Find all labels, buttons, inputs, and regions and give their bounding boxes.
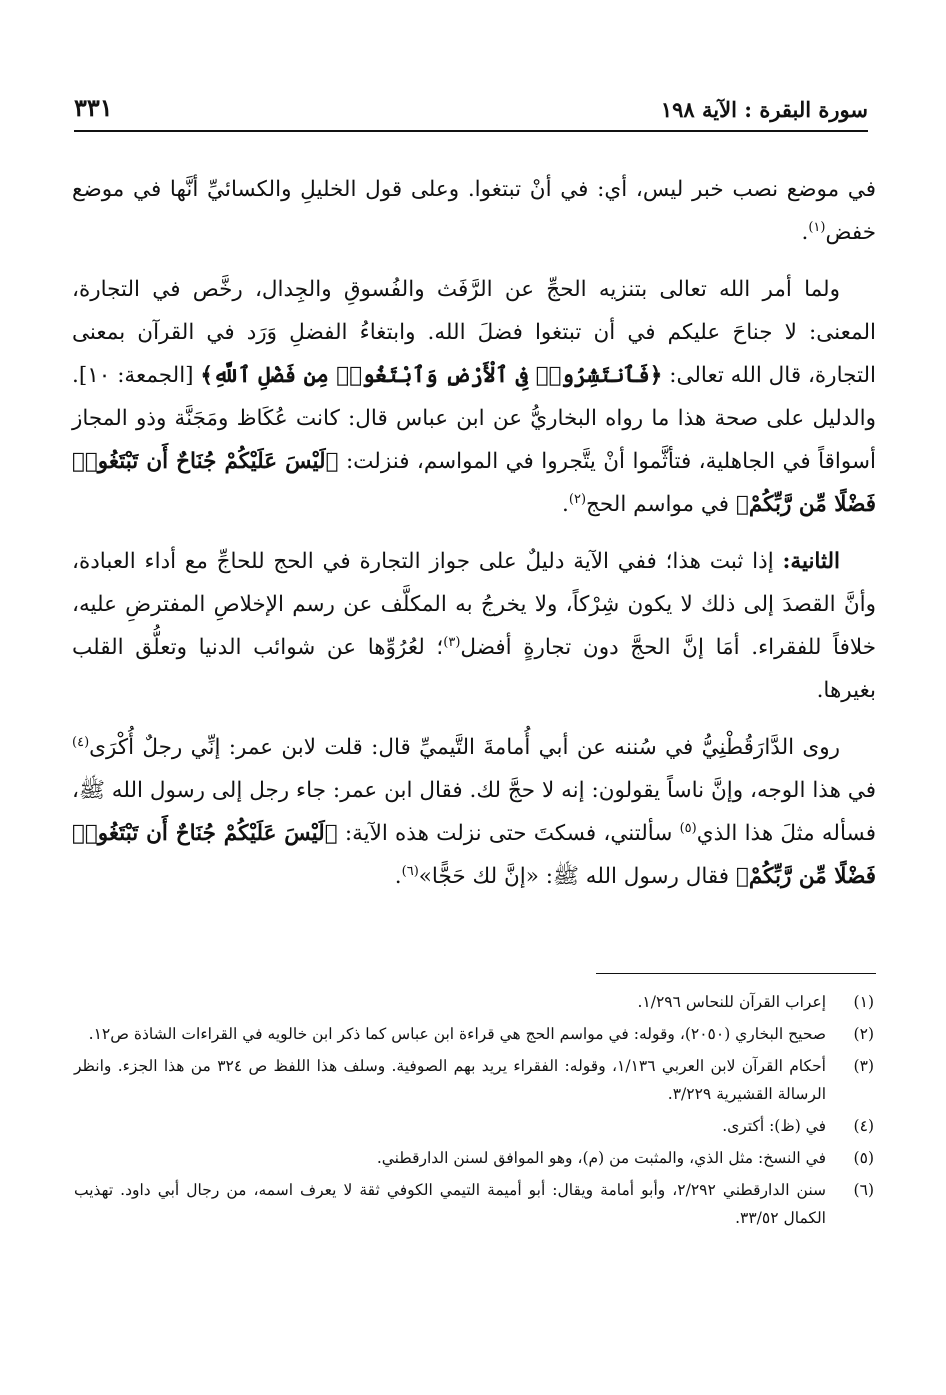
paragraph-text: [الجمعة: ١٠]. والدليل على صحة هذا ما رواه البخاريُّ عن ابن عباس قال: كانت عُكَاظ ومَجَنَّة وذو المجاز أسواقاً في الجاهلية، فتأثَّموا أنْ يتَّجروا في المواسم، فنزلت: bbox=[72, 363, 876, 474]
footnote-ref[interactable]: (٤) bbox=[72, 734, 90, 750]
footnote-number: (٢) bbox=[853, 1025, 874, 1043]
footnote-number: (٤) bbox=[853, 1117, 874, 1135]
footnote-item bbox=[74, 1112, 874, 1140]
footnote-ref[interactable]: (١) bbox=[808, 219, 826, 235]
footnote-text: في النسخ: مثل الذي، والمثبت من (م)، وهو الموافق لسنن الدارقطني. bbox=[376, 1149, 826, 1167]
footnote-number: (٥) bbox=[853, 1149, 874, 1167]
paragraph-2 bbox=[72, 268, 876, 526]
paragraph-text: سألتني، فسكتَ حتى نزلت هذه الآية: bbox=[344, 821, 673, 846]
paragraph-1 bbox=[72, 168, 876, 254]
quran-verse: ﴿لَيْسَ عَلَيْكُمْ جُنَاحٌ أَن تَبْتَغُوا۟ فَضْلًا مِّن رَّبِّكُمْ﴾ bbox=[72, 449, 876, 517]
paragraph-text: ولما أمر الله تعالى بتنزيه الحجِّ عن الرَّفَث والفُسوقِ والجِدال، رخَّص في التجارة، المعنى: لا جناحَ عليكم في أن تبتغوا فضلَ الله. وابتغاءُ الفضلِ وَرَد في القرآن بمعنى التجارة، قال الله تعالى: bbox=[72, 277, 877, 388]
footnote-ref[interactable]: (٣) bbox=[443, 634, 461, 650]
footnote-text: أحكام القرآن لابن العربي ١/١٣٦، وقوله: الفقراء يريد بهم الصوفية. وسلف هذا اللفظ ص ٣٢٤ من هذا الجزء. وانظر الرسالة القشيرية ٣/٢٢٩. bbox=[74, 1057, 826, 1103]
paragraph-text: . bbox=[394, 864, 402, 889]
footnote-ref[interactable]: (٥) bbox=[679, 820, 697, 836]
footnote-item bbox=[74, 1052, 874, 1108]
paragraph-text: روى الدَّارَقُطْنِيُّ في سُننه عن أبي أُمامةَ التَّيميِّ قال: قلت لابن عمر: إنِّي رجلٌ أُكْرَى bbox=[89, 735, 840, 760]
footnotes bbox=[74, 988, 874, 1236]
footnote-number: (٦) bbox=[853, 1181, 874, 1199]
page-number: ٣٣١ bbox=[74, 93, 113, 122]
paragraph-3 bbox=[72, 540, 876, 712]
paragraph-text: في مواسم الحج bbox=[586, 492, 730, 517]
footnote-number: (١) bbox=[853, 993, 874, 1011]
paragraph-text: في موضع نصب خبر ليس، أي: في أنْ تبتغوا. وعلى قول الخليلِ والكسائيِّ أنَّها في موضع خفض bbox=[72, 177, 876, 245]
footnote-item bbox=[74, 1144, 874, 1172]
footnote-text: صحيح البخاري (٢٠٥٠)، وقوله: في مواسم الحج هي قراءة ابن عباس كما ذكر ابن خالويه في القراءات الشاذة ص١٢. bbox=[88, 1025, 826, 1043]
paragraph-text: ؛ لعُرُوِّها عن شوائب الدنيا وتعلُّق القلب بغيرها. bbox=[72, 635, 876, 703]
paragraph-4 bbox=[72, 726, 876, 898]
footnote-number: (٣) bbox=[853, 1057, 874, 1075]
footnote-divider bbox=[596, 973, 876, 974]
paragraph-text: . bbox=[562, 492, 569, 517]
footnote-text: إعراب القرآن للنحاس ١/٢٩٦. bbox=[637, 993, 826, 1011]
main-text bbox=[72, 168, 876, 912]
paragraph-text: إذا ثبت هذا؛ ففي الآية دليلٌ على جواز التجارة في الحج للحاجِّ مع أداء العبادة، وأنَّ القصدَ إلى ذلك لا يكون شِرْكاً، ولا يخرجُ به المكلَّف عن رسم الإخلاصِ المفترضِ عليه، خلافاً للفقراء. أمَا إنَّ الحجَّ دون تجارةٍ أفضل bbox=[72, 549, 877, 660]
footnote-item bbox=[74, 1176, 874, 1232]
footnote-item bbox=[74, 988, 874, 1016]
footnote-text: في (ظ): أكترى. bbox=[722, 1117, 826, 1135]
footnote-item bbox=[74, 1020, 874, 1048]
quran-verse: ﴿فَٱنتَشِرُوا۟ فِى ٱلْأَرْضِ وَٱبْتَغُوا۟ مِن فَضْلِ ٱللَّهِ﴾ bbox=[200, 363, 663, 388]
paragraph-text: في هذا الوجه، وإنَّ ناساً يقولون: إنه لا حجَّ لك. فقال ابن عمر: جاء رجل إلى رسول الله ﷺ، فسأله مثلَ هذا الذي bbox=[72, 778, 876, 846]
page-header bbox=[74, 88, 868, 132]
quran-verse: ﴿لَيْسَ عَلَيْكُمْ جُنَاحٌ أَن تَبْتَغُوا۟ فَضْلًا مِّن رَّبِّكُمْ﴾ bbox=[72, 821, 876, 889]
footnote-text: سنن الدارقطني ٢/٢٩٢، وأبو أمامة ويقال: أبو أميمة التيمي الكوفي ثقة لا يعرف اسمه، من رجال أبي داود. تهذيب الكمال ٣٣/٥٢. bbox=[74, 1181, 826, 1227]
paragraph-text: فقال رسول الله ﷺ: «إنَّ لك حَجًّا» bbox=[418, 864, 730, 889]
footnote-ref[interactable]: (٦) bbox=[401, 863, 419, 879]
paragraph-text: . bbox=[801, 220, 809, 245]
section-label: الثانية: bbox=[782, 549, 840, 574]
footnote-ref[interactable]: (٢) bbox=[568, 491, 587, 507]
running-title: سورة البقرة : الآية ١٩٨ bbox=[660, 97, 868, 122]
